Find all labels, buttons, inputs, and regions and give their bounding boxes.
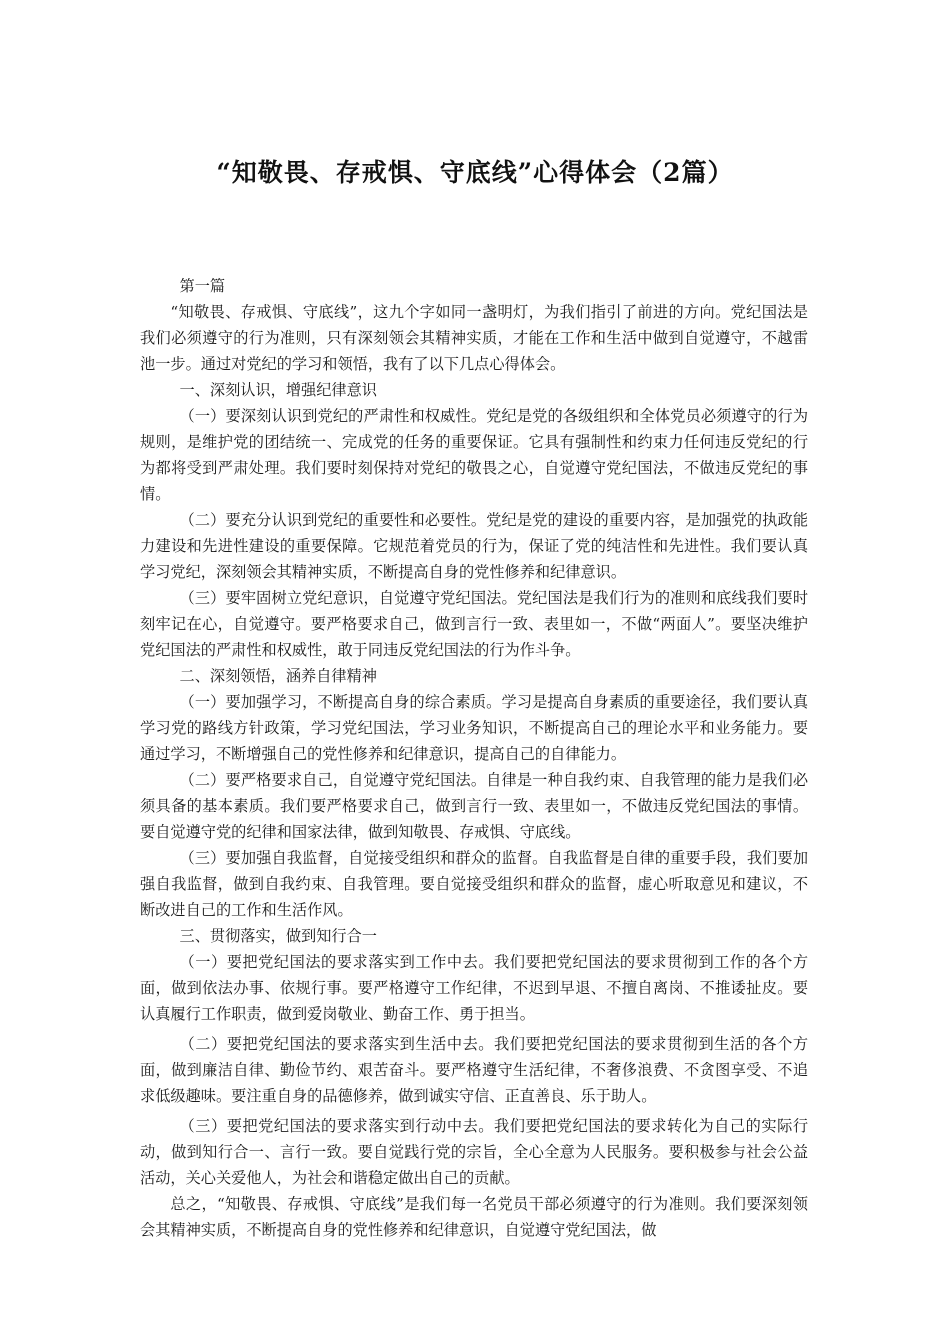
paragraph-2-3: （三）要加强自我监督，自觉接受组织和群众的监督。自我监督是自律的重要手段，我们要加强自我监督，做到自我约束、自我管理。要自觉接受组织和群众的监督，虚心听取意见和建议，不断改进自己的工作和生活作风。 (140, 849, 808, 919)
document-title: “知敬畏、存戒惧、守底线”心得体会（2篇） (216, 158, 734, 187)
paragraph-3-2: （二）要把党纪国法的要求落实到生活中去。我们要把党纪国法的要求贯彻到生活的各个方面，做到廉洁自律、勤俭节约、艰苦奋斗。要严格遵守生活纪律，不奢侈浪费、不贪图享受、不追求低级趣味。要注重自身的品德修养，做到诚实守信、正直善良、乐于助人。 (140, 1035, 808, 1105)
paragraph-2-2: （二）要严格要求自己，自觉遵守党纪国法。自律是一种自我约束、自我管理的能力是我们必须具备的基本素质。我们要严格要求自己，做到言行一致、表里如一，不做违反党纪国法的事情。要自觉遵守党的纪律和国家法律，做到知敬畏、存戒惧、守底线。 (140, 771, 808, 841)
paragraph-3-3: （三）要把党纪国法的要求落实到行动中去。我们要把党纪国法的要求转化为自己的实际行动，做到知行合一、言行一致。要自觉践行党的宗旨，全心全意为人民服务。要积极参与社会公益活动，关心关爱他人，为社会和谐稳定做出自己的贡献。 (140, 1117, 808, 1187)
paragraph-2-1: （一）要加强学习，不断提高自身的综合素质。学习是提高自身素质的重要途径，我们要认真学习党的路线方针政策，学习党纪国法，学习业务知识，不断提高自己的理论水平和业务能力。要通过学习，不断增强自己的党性修养和纪律意识，提高自己的自律能力。 (140, 693, 808, 763)
conclusion-paragraph: 总之，“知敬畏、存戒惧、守底线”是我们每一名党员干部必须遵守的行为准则。我们要深刻领会其精神实质，不断提高自身的党性修养和纪律意识，自觉遵守党纪国法，做 (140, 1195, 808, 1239)
document-body (140, 273, 808, 1243)
section-label: 第一篇 (179, 277, 226, 295)
paragraph-3-1: （一）要把党纪国法的要求落实到工作中去。我们要把党纪国法的要求贯彻到工作的各个方面，做到依法办事、依规行事。要严格遵守工作纪律，不迟到早退、不擅自离岗、不推诿扯皮。要认真履行工作职责，做到爱岗敬业、勤奋工作、勇于担当。 (140, 953, 808, 1023)
heading-3: 三、贯彻落实，做到知行合一 (179, 927, 377, 945)
heading-1: 一、深刻认识，增强纪律意识 (179, 381, 377, 399)
paragraph-1-3: （三）要牢固树立党纪意识，自觉遵守党纪国法。党纪国法是我们行为的准则和底线我们要时刻牢记在心，自觉遵守。要严格要求自己，做到言行一致、表里如一，不做“两面人”。要坚决维护党纪国法的严肃性和权威性，敢于同违反党纪国法的行为作斗争。 (140, 589, 808, 659)
paragraph-1-1: （一）要深刻认识到党纪的严肃性和权威性。党纪是党的各级组织和全体党员必须遵守的行为规则，是维护党的团结统一、完成党的任务的重要保证。它具有强制性和约束力任何违反党纪的行为都将受到严肃处理。我们要时刻保持对党纪的敬畏之心，自觉遵守党纪国法，不做违反党纪的事情。 (140, 407, 808, 503)
paragraph-1-2: （二）要充分认识到党纪的重要性和必要性。党纪是党的建设的重要内容，是加强党的执政能力建设和先进性建设的重要保障。它规范着党员的行为，保证了党的纯洁性和先进性。我们要认真学习党纪，深刻领会其精神实质，不断提高自身的党性修养和纪律意识。 (140, 511, 808, 581)
heading-2: 二、深刻领悟，涵养自律精神 (179, 667, 377, 685)
intro-paragraph: “知敬畏、存戒惧、守底线”，这九个字如同一盏明灯，为我们指引了前进的方向。党纪国法是我们必须遵守的行为准则，只有深刻领会其精神实质，才能在工作和生活中做到自觉遵守，不越雷池一步。通过对党纪的学习和领悟，我有了以下几点心得体会。 (140, 303, 808, 373)
